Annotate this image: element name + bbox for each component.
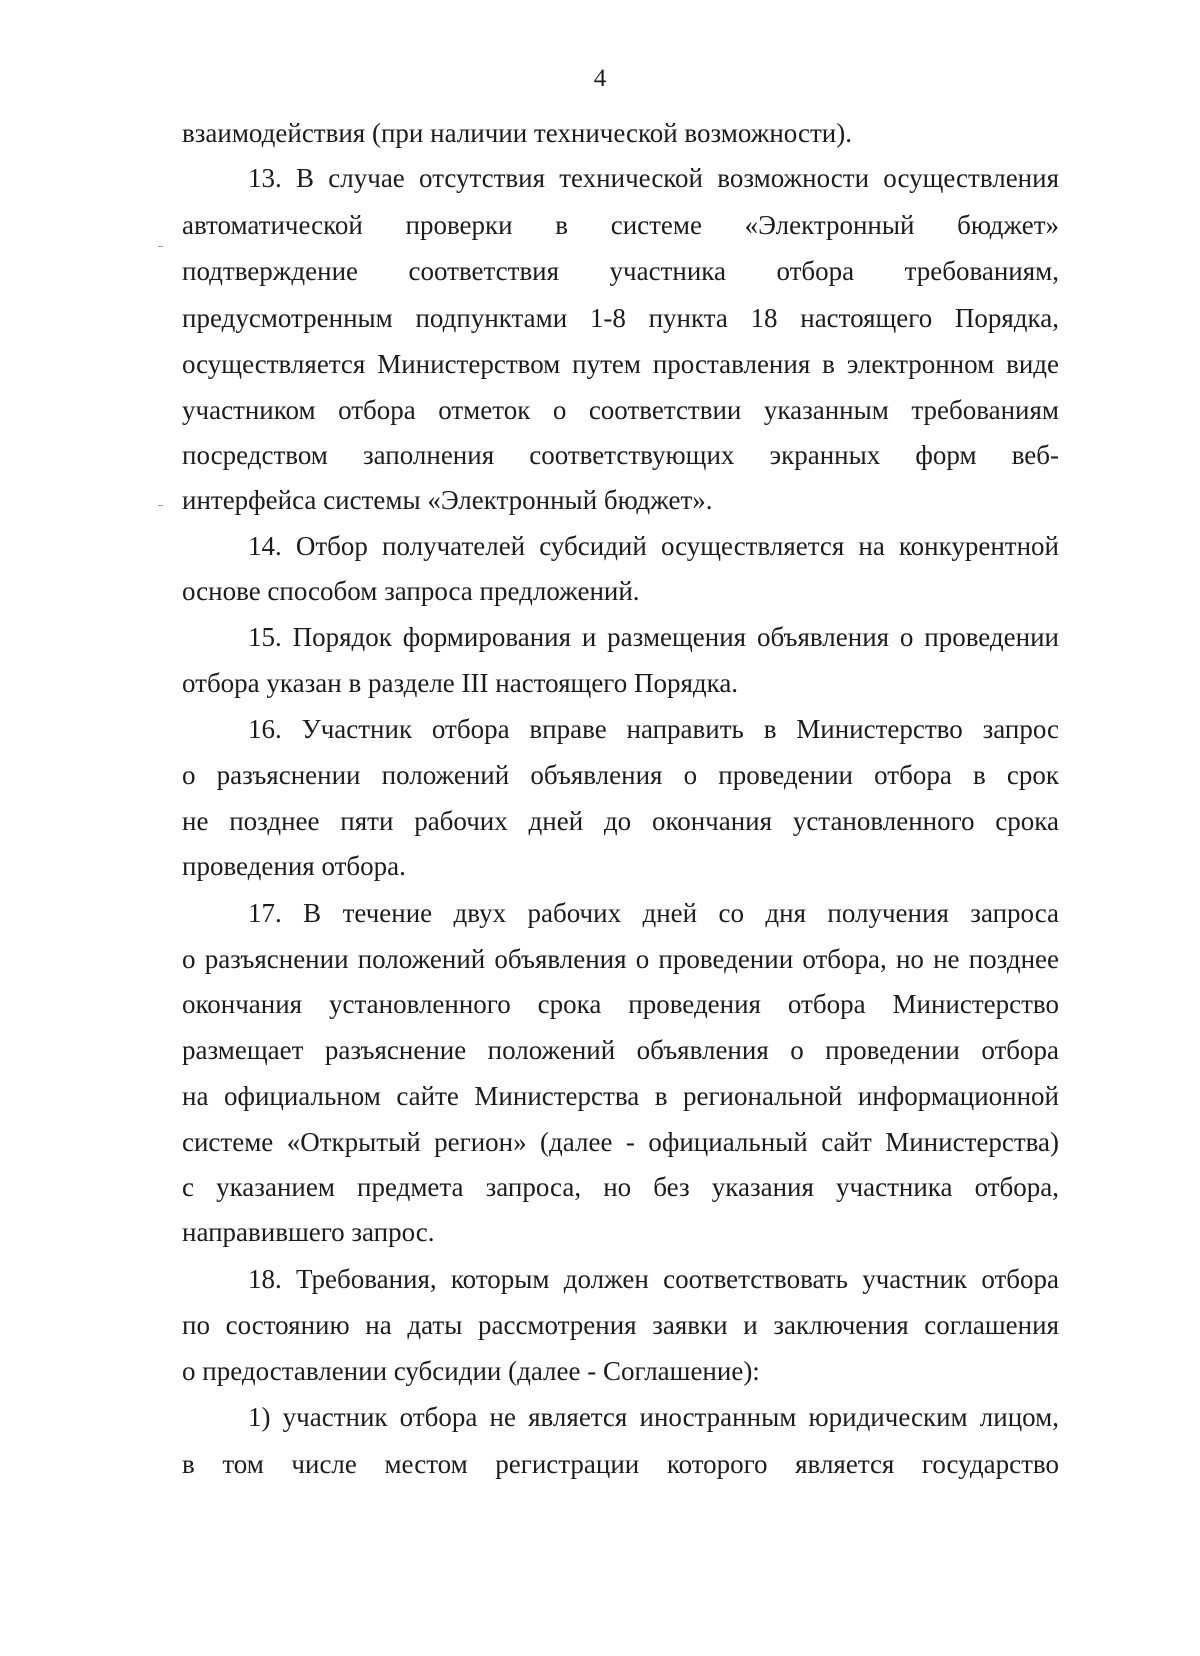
paragraph-16-line: о разъяснении положений объявления о проведении отбора в срок (182, 760, 1059, 790)
paragraph-18-line: о предоставлении субсидии (далее - Соглашение): (182, 1356, 760, 1386)
paragraph-17-line: 17. В течение двух рабочих дней со дня получения запроса (248, 898, 1059, 928)
paragraph-13-line: предусмотренным подпунктами 1-8 пункта 18 настоящего Порядка, (182, 303, 1059, 333)
subparagraph-1-line: 1) участник отбора не является иностранным юридическим лицом, (248, 1402, 1059, 1432)
paragraph-15-line: отбора указан в разделе III настоящего Порядка. (182, 668, 739, 698)
paragraph-17-line: направившего запрос. (182, 1217, 435, 1247)
paragraph-17-line: о разъяснении положений объявления о проведении отбора, но не позднее (182, 944, 1059, 974)
paragraph-18-line: 18. Требования, которым должен соответствовать участник отбора (248, 1264, 1059, 1294)
scan-artifact-mark (158, 246, 163, 247)
paragraph-16-line: проведения отбора. (182, 851, 406, 881)
paragraph-17-line: на официальном сайте Министерства в региональной информационной (182, 1081, 1059, 1111)
paragraph-14-line: основе способом запроса предложений. (182, 576, 640, 606)
paragraph-15-line: 15. Порядок формирования и размещения объявления о проведении (248, 622, 1059, 652)
paragraph-13-line: подтверждение соответствия участника отбора требованиям, (182, 256, 1059, 286)
paragraph-13-line: интерфейса системы «Электронный бюджет». (182, 485, 713, 515)
paragraph-13-line: участником отбора отметок о соответствии указанным требованиям (182, 395, 1059, 425)
text-line: взаимодействия (при наличии технической возможности). (182, 118, 852, 148)
scan-artifact-mark (158, 505, 163, 506)
paragraph-13-line: 13. В случае отсутствия технической возможности осуществления (248, 163, 1059, 193)
paragraph-14-line: 14. Отбор получателей субсидий осуществляется на конкурентной (248, 531, 1059, 561)
paragraph-13-line: автоматической проверки в системе «Электронный бюджет» (182, 210, 1059, 240)
paragraph-16-line: не позднее пяти рабочих дней до окончания установленного срока (182, 806, 1059, 836)
paragraph-16-line: 16. Участник отбора вправе направить в Министерство запрос (248, 714, 1059, 744)
paragraph-17-line: системе «Открытый регион» (далее - официальный сайт Министерства) (182, 1127, 1059, 1157)
paragraph-13-line: посредством заполнения соответствующих экранных форм веб- (182, 440, 1059, 470)
page-number: 4 (593, 65, 607, 92)
paragraph-17-line: с указанием предмета запроса, но без указания участника отбора, (182, 1172, 1059, 1202)
paragraph-17-line: окончания установленного срока проведения отбора Министерство (182, 989, 1059, 1019)
paragraph-17-line: размещает разъяснение положений объявления о проведении отбора (182, 1035, 1059, 1065)
paragraph-13-line: осуществляется Министерством путем проставления в электронном виде (182, 349, 1059, 379)
subparagraph-1-line: в том числе местом регистрации которого является государство (182, 1449, 1059, 1479)
paragraph-18-line: по состоянию на даты рассмотрения заявки и заключения соглашения (182, 1310, 1059, 1340)
